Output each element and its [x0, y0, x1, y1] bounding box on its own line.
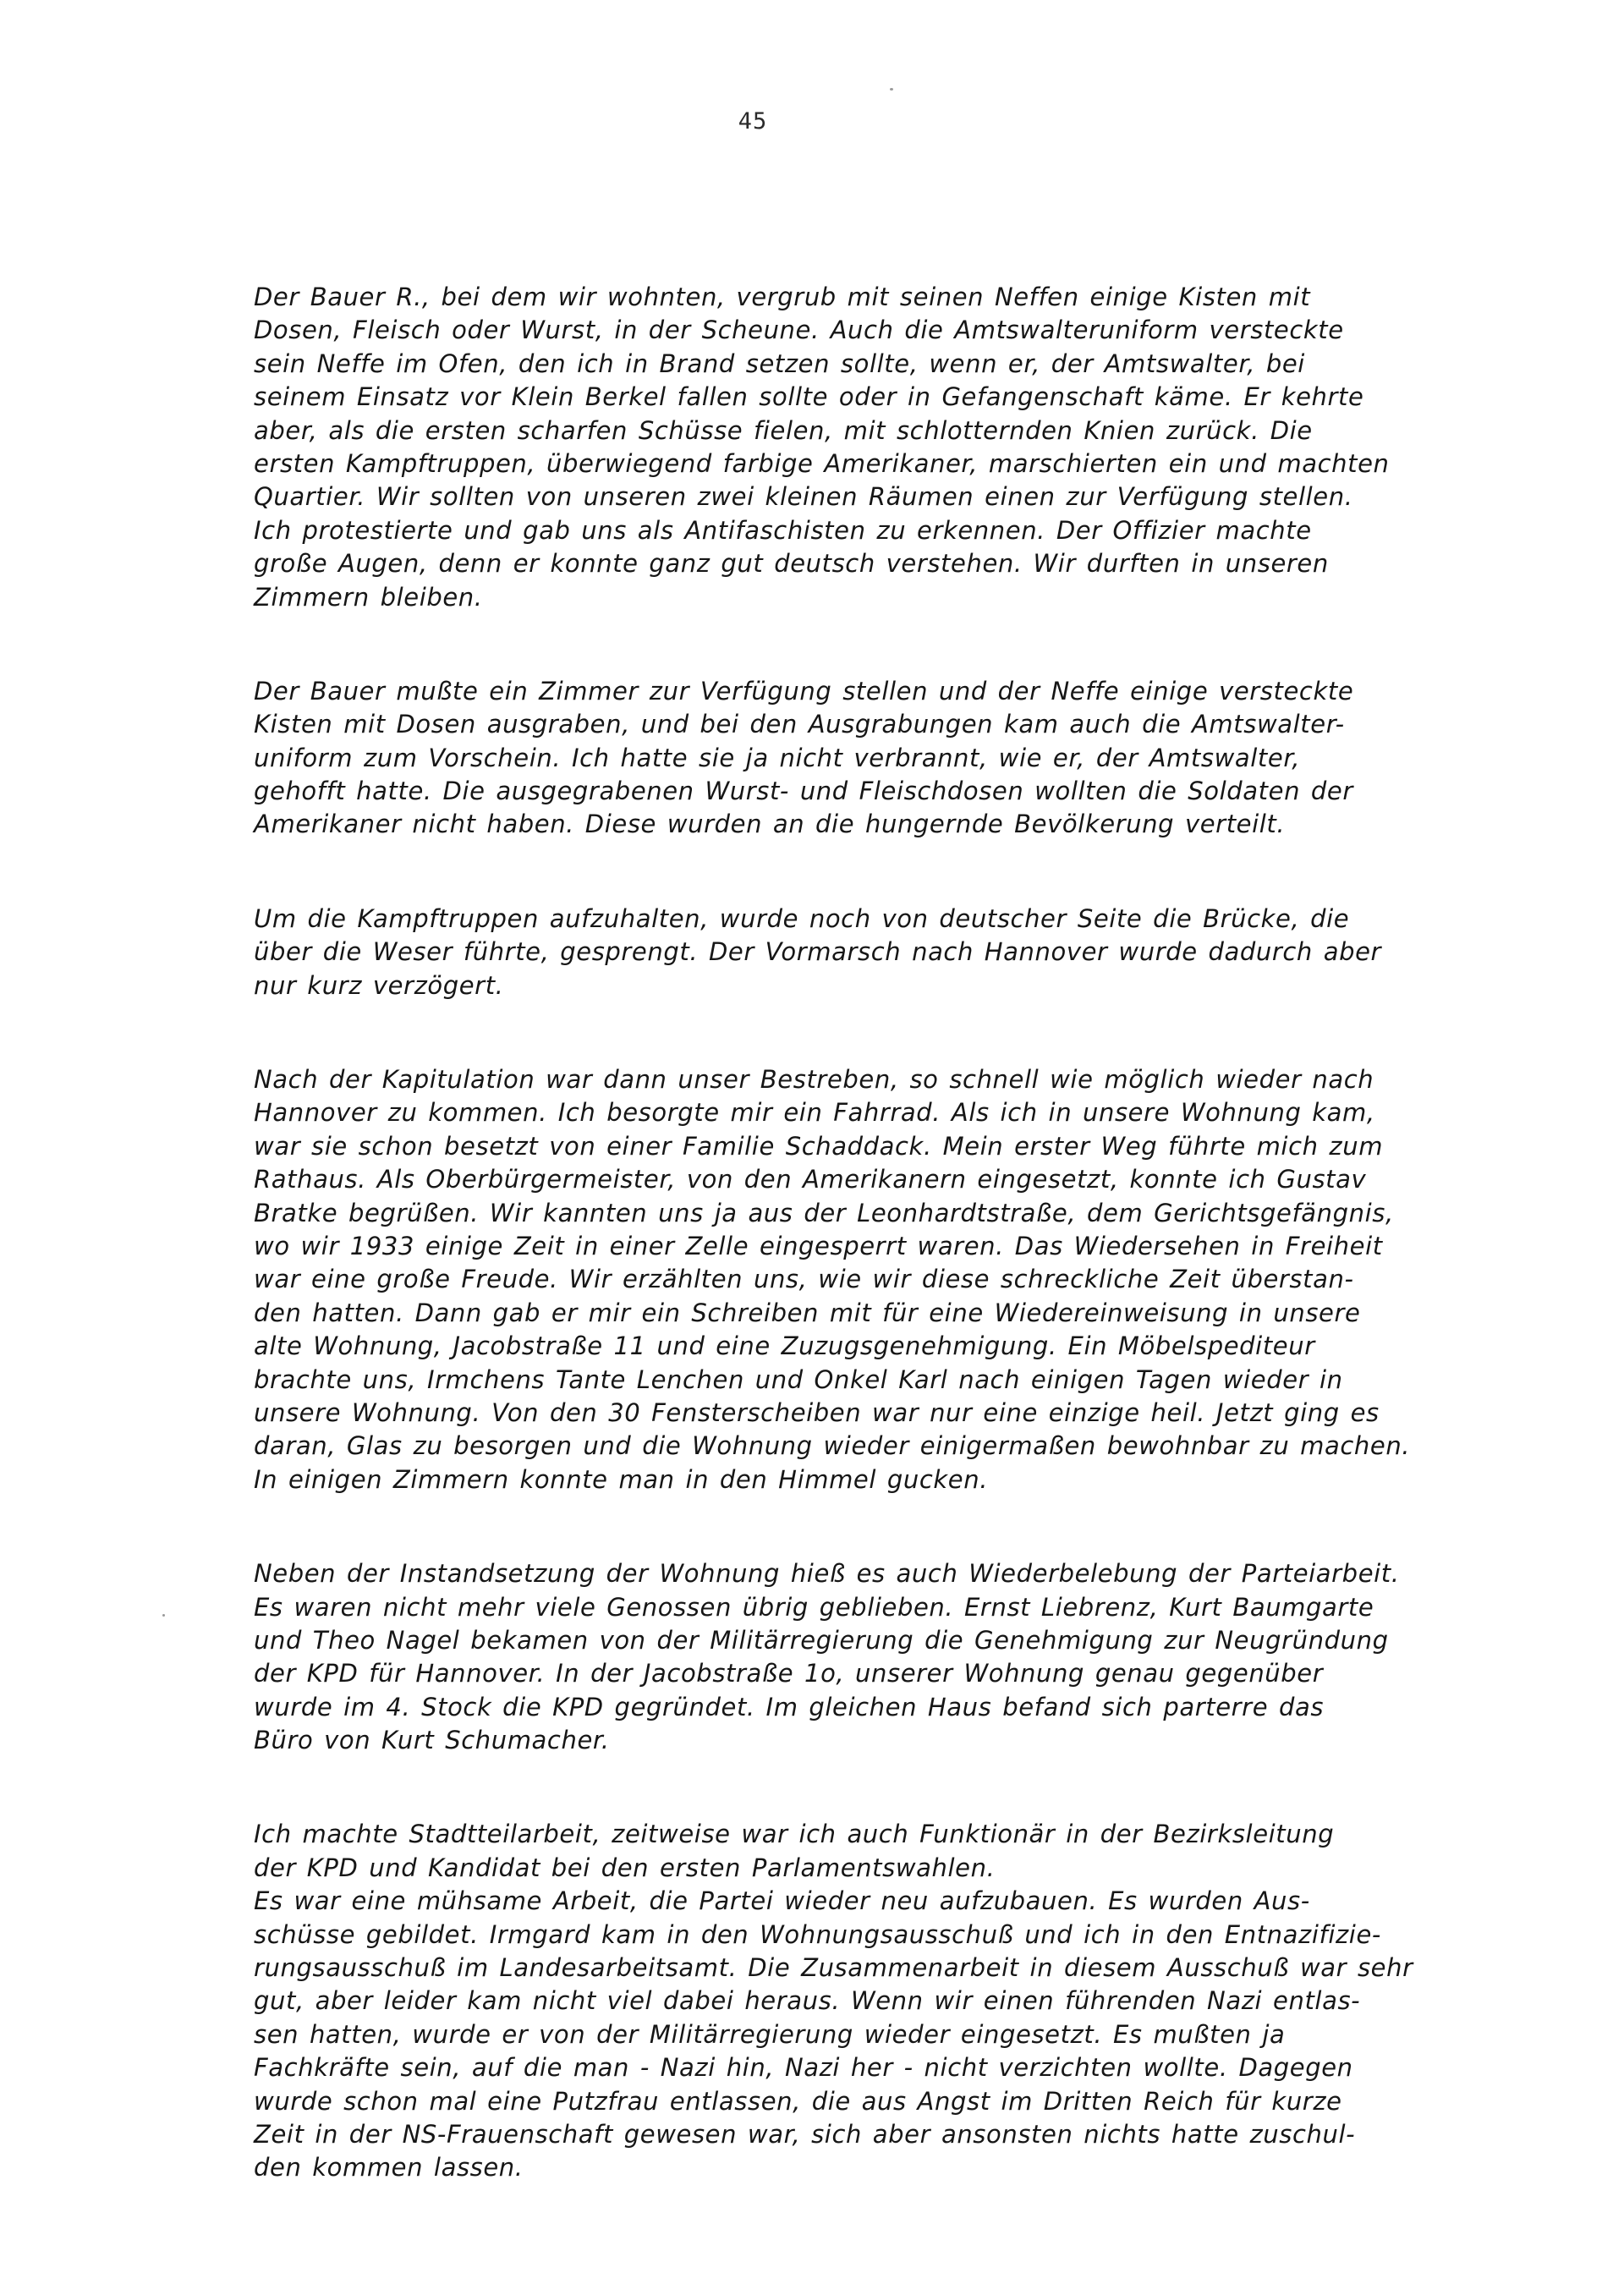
text-line: den kommen lassen.: [254, 2153, 524, 2182]
text-line: sein Neffe im Ofen, den ich in Brand setzen sollte, wenn er, der Amtswalter, bei: [254, 349, 1305, 378]
text-line: der KPD und Kandidat bei den ersten Parlamentswahlen.: [254, 1853, 996, 1882]
text-line: seinem Einsatz vor Klein Berkel fallen sollte oder in Gefangenschaft käme. Er kehrte: [254, 382, 1364, 412]
text-line: sen hatten, wurde er von der Militärregierung wieder eingesetzt. Es mußten ja: [254, 2019, 1286, 2049]
text-line: Fachkräfte sein, auf die man - Nazi hin, Nazi her - nicht verzichten wollte. Dagegen: [254, 2053, 1353, 2083]
text-line: der KPD für Hannover. In der Jacobstraße 1o, unserer Wohnung genau gegenüber: [254, 1659, 1324, 1688]
text-line: Um die Kampftruppen aufzuhalten, wurde noch von deutscher Seite die Brücke, die: [254, 903, 1350, 933]
text-line: aber, als die ersten scharfen Schüsse fielen, mit schlotternden Knien zurück. Die: [254, 415, 1313, 445]
text-line: wurde im 4. Stock die KPD gegründet. Im gleichen Haus befand sich parterre das: [254, 1692, 1325, 1721]
text-line: Kisten mit Dosen ausgraben, und bei den Ausgrabungen kam auch die Amtswalter-: [254, 710, 1345, 739]
text-line: Es waren nicht mehr viele Genossen übrig geblieben. Ernst Liebrenz, Kurt Baumgarte: [254, 1592, 1374, 1622]
text-line: schüsse gebildet. Irmgard kam in den Wohnungsausschuß und ich in den Entnazifizie-: [254, 1919, 1381, 1949]
text-line: alte Wohnung, Jacobstraße 11 und eine Zuzugsgenehmigung. Ein Möbelspediteur: [254, 1331, 1315, 1361]
text-line: den hatten. Dann gab er mir ein Schreiben mit für eine Wiedereinweisung in unsere: [254, 1298, 1361, 1327]
text-line: unsere Wohnung. Von den 30 Fensterscheiben war nur eine einzige heil. Jetzt ging es: [254, 1397, 1380, 1427]
paragraph: [254, 1063, 1463, 1496]
text-line: Der Bauer mußte ein Zimmer zur Verfügung stellen und der Neffe einige versteckte: [254, 676, 1354, 706]
paragraph: [254, 281, 1463, 614]
text-line: über die Weser führte, gesprengt. Der Vormarsch nach Hannover wurde dadurch aber: [254, 937, 1382, 967]
text-line: Zeit in der NS-Frauenschaft gewesen war, sich aber ansonsten nichts hatte zuschul-: [254, 2119, 1356, 2149]
scan-speck: [162, 1614, 165, 1617]
text-line: Ich protestierte und gab uns als Antifaschisten zu erkennen. Der Offizier machte: [254, 515, 1312, 545]
paragraph: [254, 675, 1463, 842]
text-line: und Theo Nagel bekamen von der Militärregierung die Genehmigung zur Neugründung: [254, 1625, 1389, 1655]
text-line: daran, Glas zu besorgen und die Wohnung wieder einigermaßen bewohnbar zu machen.: [254, 1431, 1411, 1461]
paragraph: [254, 1818, 1463, 2184]
text-line: große Augen, denn er konnte ganz gut deutsch verstehen. Wir durften in unseren: [254, 549, 1329, 579]
text-line: Quartier. Wir sollten von unseren zwei kleinen Räumen einen zur Verfügung stellen.: [254, 482, 1353, 512]
text-line: ersten Kampftruppen, überwiegend farbige Amerikaner, marschierten ein und machten: [254, 448, 1390, 478]
paragraph: [254, 903, 1463, 1002]
text-line: nur kurz verzögert.: [254, 970, 504, 1000]
text-line: Büro von Kurt Schumacher.: [254, 1726, 610, 1755]
text-line: Nach der Kapitulation war dann unser Bestreben, so schnell wie möglich wieder nach: [254, 1065, 1374, 1095]
text-line: Ich machte Stadtteilarbeit, zeitweise war ich auch Funktionär in der Bezirksleitung: [254, 1820, 1335, 1849]
text-line: Es war eine mühsame Arbeit, die Partei wieder neu aufzubauen. Es wurden Aus-: [254, 1886, 1310, 1916]
text-line: In einigen Zimmern konnte man in den Himmel gucken.: [254, 1464, 989, 1494]
text-line: Hannover zu kommen. Ich besorgte mir ein Fahrrad. Als ich in unsere Wohnung kam,: [254, 1098, 1375, 1128]
text-line: gehofft hatte. Die ausgegrabenen Wurst- und Fleischdosen wollten die Soldaten der: [254, 777, 1353, 806]
text-line: Neben der Instandsetzung der Wohnung hieß es auch Wiederbelebung der Parteiarbeit.: [254, 1559, 1400, 1589]
text-line: rungsausschuß im Landesarbeitsamt. Die Zusammenarbeit in diesem Ausschuß war sehr: [254, 1953, 1413, 1983]
text-line: gut, aber leider kam nicht viel dabei heraus. Wenn wir einen führenden Nazi entlas-: [254, 1986, 1361, 2016]
page-number: 45: [738, 108, 768, 135]
text-line: Bratke begrüßen. Wir kannten uns ja aus der Leonhardtstraße, dem Gerichtsgefängnis,: [254, 1198, 1394, 1227]
document-body: [254, 281, 1463, 2185]
text-line: war sie schon besetzt von einer Familie Schaddack. Mein erster Weg führte mich zum: [254, 1131, 1384, 1161]
text-line: uniform zum Vorschein. Ich hatte sie ja nicht verbrannt, wie er, der Amtswalter,: [254, 743, 1301, 772]
text-line: Dosen, Fleisch oder Wurst, in der Scheune. Auch die Amtswalteruniform versteckte: [254, 316, 1344, 345]
text-line: Zimmern bleiben.: [254, 582, 483, 612]
paragraph: [254, 1557, 1463, 1757]
text-line: wo wir 1933 einige Zeit in einer Zelle eingesperrt waren. Das Wiedersehen in Freiheit: [254, 1231, 1383, 1260]
text-line: Rathaus. Als Oberbürgermeister, von den Amerikanern eingesetzt, konnte ich Gustav: [254, 1165, 1367, 1194]
text-line: Der Bauer R., bei dem wir wohnten, vergrub mit seinen Neffen einige Kisten mit: [254, 283, 1311, 311]
scan-speck: [890, 88, 893, 91]
text-line: Amerikaner nicht haben. Diese wurden an die hungernde Bevölkerung verteilt.: [254, 810, 1286, 839]
text-line: war eine große Freude. Wir erzählten uns, wie wir diese schreckliche Zeit überstan-: [254, 1265, 1354, 1294]
text-line: wurde schon mal eine Putzfrau entlassen, die aus Angst im Dritten Reich für kurze: [254, 2086, 1342, 2116]
text-line: brachte uns, Irmchens Tante Lenchen und Onkel Karl nach einigen Tagen wieder in: [254, 1364, 1343, 1394]
